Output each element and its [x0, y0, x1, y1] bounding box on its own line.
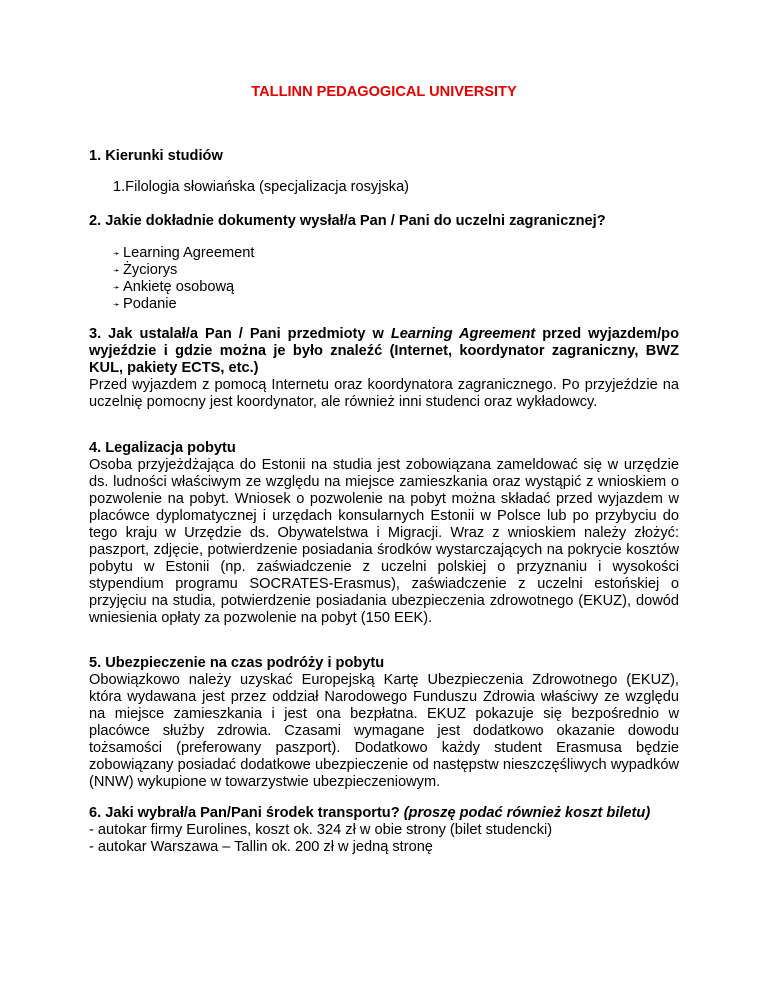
list-item: ➛ Życiorys [113, 262, 178, 278]
page-title: TALLINN PEDAGOGICAL UNIVERSITY [251, 84, 517, 100]
section-3 [89, 326, 679, 411]
section-2-heading: 2. Jakie dokładnie dokumenty wysłał/a Pan / Pani do uczelni zagranicznej? [89, 213, 606, 229]
section-5-heading: 5. Ubezpieczenie na czas podróży i pobytu [89, 655, 385, 671]
arrow-bullet-icon: ➛ [113, 266, 120, 275]
section-1-heading: 1. Kierunki studiów [89, 148, 223, 164]
section-4-body: Osoba przyjeżdżająca do Estonii na studia jest zobowiązana zameldować się w urzędzie ds. ludności właściwym ze względu na miejsce zamieszkania oraz wystąpić z wnioskiem o pozwolenie na pobyt. Wniosek o pozwolenie na pobyt można składać przed wyjazdem w placówce dyplomatycznej i urzędach konsularnych Estonii w Polsce lub po przybyciu do tego kraju w Urzędzie ds. Obywatelstwa i Migracji. Wraz z wnioskiem należy złożyć: paszport, zdjęcie, potwierdzenie posiadania środków wystarczających na pokrycie kosztów pobytu w Estonii (np. zaświadczenie z uczelni polskiej o przyznaniu i wysokości stypendium programu SOCRATES-Erasmus), zaświadczenie z uczelni estońskiej o przyjęciu na studia, potwierdzenie posiadania ubezpieczenia zdrowotnego (EKUZ), dowód wniesienia opłaty za pozwolenie na pobyt (150 EEK). [89, 457, 679, 626]
document-list [89, 245, 679, 313]
section-4-heading: 4. Legalizacja pobytu [89, 440, 236, 456]
section-1-item: 1.Filologia słowiańska (specjalizacja rosyjska) [113, 179, 410, 195]
arrow-bullet-icon: ➛ [113, 283, 120, 292]
section-4 [89, 440, 679, 627]
section-5-body: Obowiązkowo należy uzyskać Europejską Kartę Ubezpieczenia Zdrowotnego (EKUZ), która wydawana jest przez oddział Narodowego Funduszu Zdrowia właściwy ze względu na miejsce zamieszkania i jest ona bezpłatna. EKUZ pokazuje się bezpośrednio w placówce służby zdrowia. Czasami wymagane jest dodatkowo okazanie dowodu tożsamości (preferowany paszport). Dodatkowo każdy student Erasmusa będzie zobowiązany posiadać dodatkowe ubezpieczenie od następstw nieszczęśliwych wypadków (NNW) wykupione w towarzystwie ubezpieczeniowym. [89, 672, 679, 790]
section-2 [89, 213, 679, 313]
section-5 [89, 655, 679, 791]
transport-line: - autokar Warszawa – Tallin ok. 200 zł w jedną stronę [89, 839, 433, 855]
list-item: ➛ Podanie [113, 296, 177, 312]
arrow-bullet-icon: ➛ [113, 300, 120, 309]
transport-line: - autokar firmy Eurolines, koszt ok. 324 zł w obie strony (bilet studencki) [89, 822, 553, 838]
section-3-heading: 3. Jak ustalał/a Pan / Pani przedmioty w Learning Agreement przed wyjazdem/po wyjeździe i gdzie można je było znaleźć (Internet, koordynator zagraniczny, BWZ KUL, pakiety ECTS, etc.) [89, 326, 680, 376]
list-item: ➛ Ankietę osobową [113, 279, 235, 295]
list-item: ➛ Learning Agreement [113, 245, 255, 261]
arrow-bullet-icon: ➛ [113, 249, 120, 258]
section-6-heading: 6. Jaki wybrał/a Pan/Pani środek transportu? (proszę podać również koszt biletu) [89, 805, 651, 821]
section-3-body: Przed wyjazdem z pomocą Internetu oraz koordynatora zagranicznego. Po przyjeździe na uczelnię pomocny jest koordynator, ale również inni studenci oraz wykładowcy. [89, 377, 679, 410]
section-6 [89, 805, 679, 856]
section-1 [89, 148, 679, 196]
